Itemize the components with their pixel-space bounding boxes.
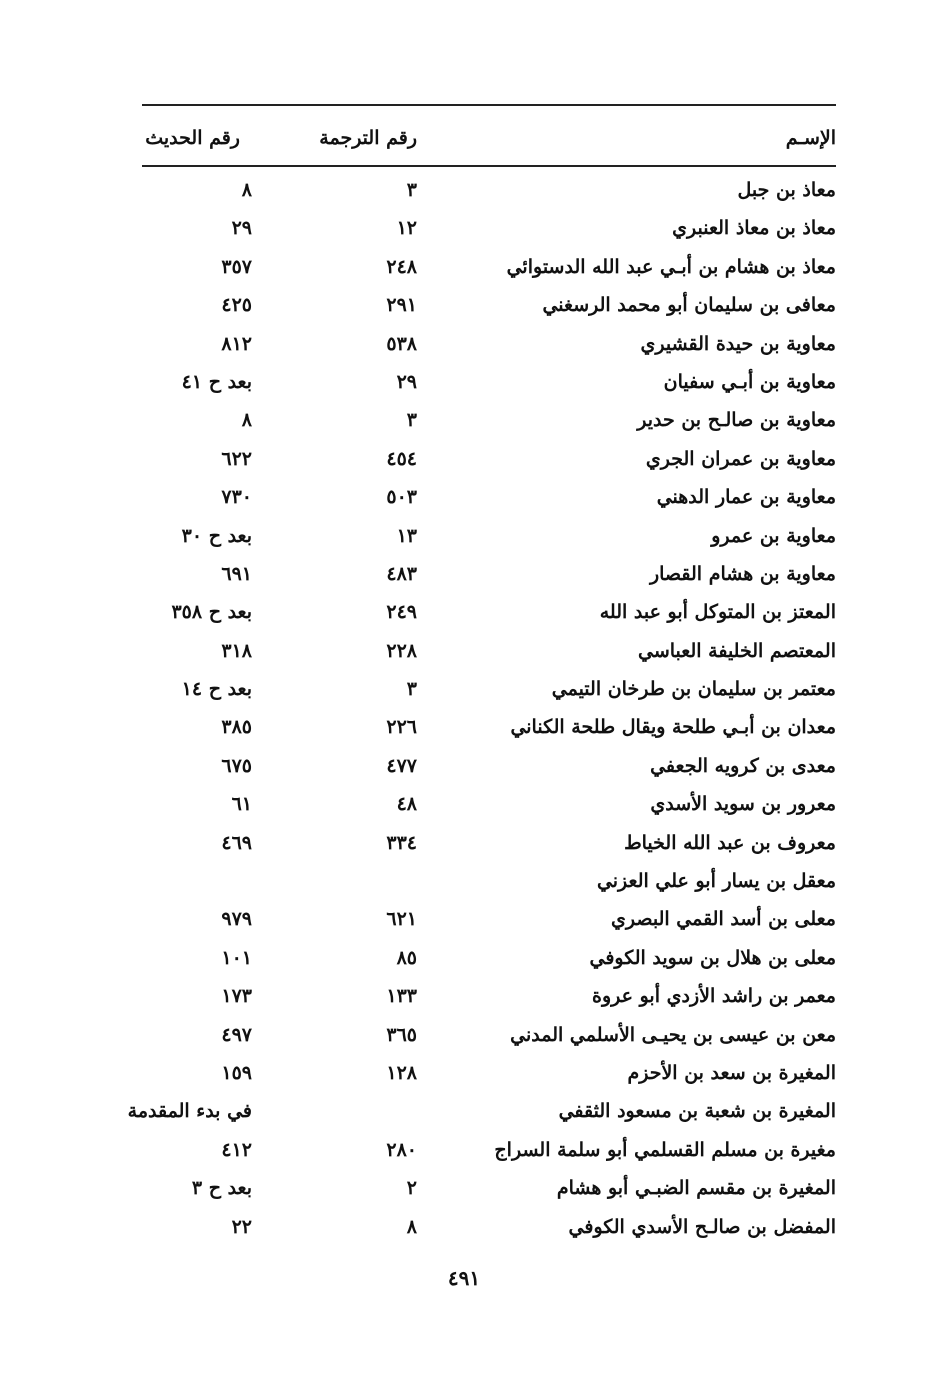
entry-hadith-number: ٤٩٧ xyxy=(221,1023,252,1046)
table-row xyxy=(142,171,836,209)
entry-tarjama-number: ٣٣٤ xyxy=(386,831,417,854)
header-rule xyxy=(142,165,836,167)
entry-hadith-number: ٧٣٠ xyxy=(221,486,252,509)
entry-hadith-number: بعد ح ١٤ xyxy=(181,678,252,701)
entry-name: معروف بن عبد الله الخياط xyxy=(624,831,836,854)
entry-tarjama-number: ٤٧٧ xyxy=(386,754,417,777)
entry-hadith-number: ٨١٢ xyxy=(221,332,252,355)
entry-name: معاوية بن هشام القصار xyxy=(649,562,836,585)
entry-hadith-number: ٨ xyxy=(241,179,252,201)
entry-tarjama-number: ٢٨٠ xyxy=(386,1138,417,1161)
table-row xyxy=(142,363,836,401)
header-tarjama: رقم الترجمة xyxy=(319,127,417,149)
table-row xyxy=(142,977,836,1015)
table-row xyxy=(142,209,836,247)
entry-hadith-number: ١٠١ xyxy=(221,946,252,969)
entry-tarjama-number: ٣ xyxy=(406,409,417,432)
entry-tarjama-number: ٤٥٤ xyxy=(386,447,417,470)
entry-name: معاوية بن عمران الجري xyxy=(645,447,836,470)
entry-tarjama-number: ١٣٣ xyxy=(386,985,417,1008)
entry-hadith-number: ٣٥٧ xyxy=(221,255,252,278)
entry-tarjama-number: ٦٢١ xyxy=(386,908,417,931)
entry-tarjama-number: ٢٩١ xyxy=(386,294,417,317)
entry-tarjama-number: ٥٠٣ xyxy=(386,486,417,509)
entry-hadith-number: بعد ح ٣ xyxy=(191,1177,252,1200)
table-header xyxy=(142,118,836,158)
entry-hadith-number: ٦٧٥ xyxy=(221,754,252,777)
entry-tarjama-number: ٤٨٣ xyxy=(386,562,417,585)
table-row xyxy=(142,555,836,593)
entry-tarjama-number: ٣٦٥ xyxy=(386,1023,417,1046)
entry-name: معتمر بن سليمان بن طرخان التيمي xyxy=(551,678,836,701)
table-row xyxy=(142,1054,836,1092)
entry-hadith-number: ٤١٢ xyxy=(221,1138,252,1161)
entry-tarjama-number: ٨٥ xyxy=(396,946,417,969)
entry-hadith-number: في بدء المقدمة xyxy=(127,1100,252,1123)
table-body xyxy=(127,171,836,1246)
table-row xyxy=(142,824,836,862)
entry-name: المغيرة بن مقسم الضبـي أبو هشام xyxy=(556,1177,836,1200)
table-row xyxy=(142,1169,836,1207)
table-row xyxy=(142,785,836,823)
entry-hadith-number: ١٥٩ xyxy=(221,1061,252,1084)
table-row xyxy=(142,1016,836,1054)
top-rule xyxy=(142,104,836,106)
entry-tarjama-number: ٢٢٨ xyxy=(386,639,417,662)
entry-name: المغيرة بن شعبة بن مسعود الثقفي xyxy=(558,1100,836,1123)
entry-tarjama-number: ٢ xyxy=(406,1177,417,1200)
entry-tarjama-number: ٥٣٨ xyxy=(386,332,417,355)
table-row xyxy=(142,862,836,900)
table-row xyxy=(127,1092,836,1130)
entry-hadith-number: ٦١ xyxy=(231,793,252,816)
entry-tarjama-number: ٣ xyxy=(406,678,417,701)
entry-hadith-number: ٤٢٥ xyxy=(221,294,252,317)
entry-name: المغيرة بن سعد بن الأحزم xyxy=(627,1061,836,1084)
entry-name: معاذ بن هشام بن أبـي عبد الله الدستوائي xyxy=(506,255,836,278)
entry-name: معاذ بن معاذ العنبري xyxy=(672,217,836,240)
entry-name: معاوية بن عمار الدهني xyxy=(656,486,836,509)
table-row xyxy=(142,401,836,439)
entry-hadith-number: ١٧٣ xyxy=(221,985,252,1008)
table-row xyxy=(142,939,836,977)
entry-name: معاوية بن عمرو xyxy=(711,524,836,547)
header-name: الإسـم xyxy=(785,127,836,149)
table-row xyxy=(142,1131,836,1169)
entry-tarjama-number: ٢٢٦ xyxy=(386,716,417,739)
page-number: ٤٩١ xyxy=(447,1266,481,1290)
entry-name: مغيرة بن مسلم القسلمي أبو سلمة السراج xyxy=(494,1138,836,1161)
entry-hadith-number: ٣٨٥ xyxy=(221,716,252,739)
table-row xyxy=(142,747,836,785)
entry-hadith-number: ٩٧٩ xyxy=(221,908,252,931)
entry-name: معدان بن أبـي طلحة ويقال طلحة الكناني xyxy=(510,716,836,739)
table-row xyxy=(142,478,836,516)
entry-name: معمر بن راشد الأزدي أبو عروة xyxy=(592,985,836,1008)
table-row xyxy=(142,440,836,478)
entry-tarjama-number: ١٣ xyxy=(396,524,417,547)
table-row xyxy=(142,286,836,324)
entry-name: معلى بن هلال بن سويد الكوفي xyxy=(589,946,836,969)
entry-name: معدى بن كرويه الجعفي xyxy=(650,754,836,777)
table-row xyxy=(142,670,836,708)
entry-tarjama-number: ١٢٨ xyxy=(386,1061,417,1084)
entry-hadith-number: ٦٩١ xyxy=(221,562,252,585)
header-hadith: رقم الحديث xyxy=(145,127,240,149)
entry-name: معاوية بن حيدة القشيري xyxy=(640,332,836,355)
entry-name: معلى بن أسد القمي البصري xyxy=(611,908,836,931)
entry-name: المعتز بن المتوكل أبو عبد الله xyxy=(599,601,836,624)
entry-name: معرور بن سويد الأسدي xyxy=(650,793,836,816)
entry-hadith-number: بعد ح ٣٠ xyxy=(181,524,252,547)
entry-name: المفضل بن صالـح الأسدي الكوفي xyxy=(568,1215,836,1238)
table-row xyxy=(142,248,836,286)
entry-tarjama-number: ٢٩ xyxy=(396,370,417,393)
entry-tarjama-number: ٢٤٨ xyxy=(386,255,417,278)
table-row xyxy=(142,517,836,555)
table-row xyxy=(142,325,836,363)
entry-hadith-number: ٨ xyxy=(241,409,252,432)
entry-tarjama-number: ٤٨ xyxy=(396,793,417,816)
entry-name: معافى بن سليمان أبو محمد الرسغني xyxy=(542,294,836,317)
table-row xyxy=(142,632,836,670)
table-row xyxy=(142,708,836,746)
table-row xyxy=(142,593,836,631)
entry-hadith-number: ٣١٨ xyxy=(221,639,252,662)
entry-hadith-number: ٦٢٢ xyxy=(221,447,252,470)
entry-tarjama-number: ٨ xyxy=(406,1215,417,1238)
table-row xyxy=(142,900,836,938)
entry-tarjama-number: ٢٤٩ xyxy=(386,601,417,624)
entry-hadith-number: بعد ح ٤١ xyxy=(181,370,252,393)
entry-tarjama-number: ١٢ xyxy=(396,217,417,240)
entry-name: معن بن عيسى بن يحيـى الأسلمي المدني xyxy=(510,1023,836,1046)
table-row xyxy=(142,1208,836,1246)
entry-tarjama-number: ٣ xyxy=(406,179,417,201)
entry-hadith-number: ٤٦٩ xyxy=(221,831,252,854)
entry-name: المعتصم الخليفة العباسي xyxy=(638,639,836,662)
entry-name: معاذ بن جبل xyxy=(737,179,836,201)
entry-name: معاوية بن أبـي سفيان xyxy=(663,370,836,393)
entry-name: معقل بن يسار أبو علي العزني xyxy=(596,870,836,893)
entry-name: معاوية بن صالـح بن حدير xyxy=(637,409,836,432)
entry-hadith-number: بعد ح ٣٥٨ xyxy=(171,601,252,624)
entry-hadith-number: ٢٢ xyxy=(231,1215,252,1238)
entry-hadith-number: ٢٩ xyxy=(231,217,252,240)
